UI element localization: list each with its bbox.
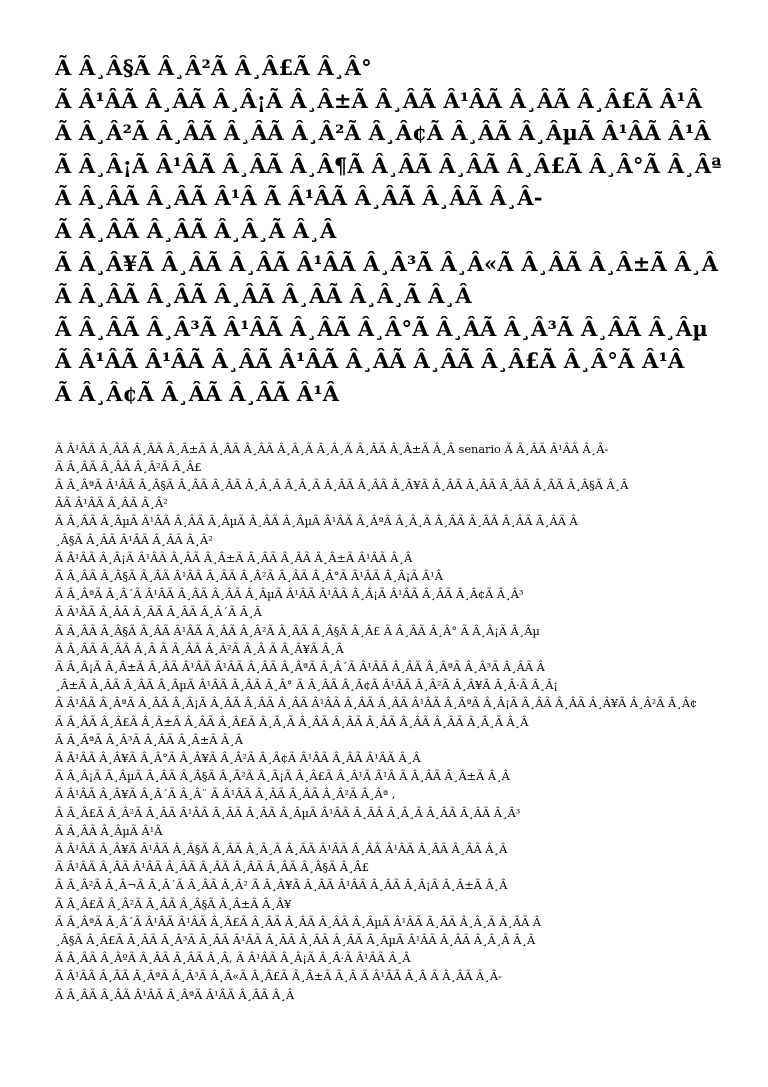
body-line: Ã Â¹ÂÃ Â¸ÂÃ Â¸ÂªÃ Â¸Â³Ã Â¸Â«Ã Â¸Â£Ã Â¸Â±Ã Â¸Â Ã Â¹ÂÃ Â¸Â Ã Â¸ÂÃ Â¸Â- [55,970,502,984]
body-line: Ã Â¸Â£Ã Â¸Â²Ã Â¸ÂÃ Â¹ÂÃ Â¸ÂÃ Â¸ÂÃ Â¸ÂµÃ Â¹ÂÃ Â¸ÂÃ Â¸Â¸Ã Â¸ÂÃ Â¸ÂÃ Â¸Â³ [55,806,521,820]
body-line: Ã Â¸ÂªÃ Â¸Â³Ã Â¸ÂÃ Â¸Â±Ã Â¸Â [55,733,243,747]
document-body [55,441,728,1005]
document-heading [55,52,728,411]
body-line: Ã Â¸Â²Ã Â¸Â¬Ã Â¸Â´Ã Â¸ÂÃ Â¸Â² Ã Â¸Â¥Ã Â¸ÂÃ Â¹ÂÃ Â¸ÂÃ Â¸Â¡Ã Â¸Â±Ã Â¸Â [55,879,508,893]
body-line: Ã Â¸Â£Ã Â¸Â²Ã Â¸ÂÃ Â¸Â§Ã Â¸Â±Ã Â¸Â¥ [55,897,292,911]
body-line: Ã Â¸ÂÃ Â¸ÂÃ Â¹ÂÃ Â¸ÂªÃ Â¹ÂÃ Â¸ÂÃ Â¸Â [55,988,295,1002]
body-line: Ã Â¸ÂªÃ Â¸Â´Ã Â¹ÂÃ Â¸ÂÃ Â¸ÂÃ Â¸ÂµÃ Â¹ÂÃ Â¹ÂÃ Â¸Â¡Ã Â¹ÂÃ Â¸ÂÃ Â¸Â¢Ã Â¸Â³ [55,588,524,602]
body-line: Ã Â¸ÂÃ Â¸ÂÃ Â¸Â Ã Â¸ÂÃ Â¸Â²Ã Â¸Â Ã Â¸Â¥Ã Â¸Â [55,642,344,656]
body-line: Ã Â¹ÂÃ Â¸Â¡Ã Â¹ÂÃ Â¸ÂÃ Â¸Â±Ã Â¸ÂÃ Â¸ÂÃ Â¸Â±Ã Â¹ÂÃ Â¸Â [55,551,413,565]
body-line: Ã Â¸ÂÃ Â¸ÂµÃ Â¹Â [55,824,163,838]
body-line: Ã Â¹ÂÃ Â¸Â¥Ã Â¸Â´Ã Â¸Â¨ Ã Â¹ÂÃ Â¸ÂÃ Â¸ÂÃ Â¸Â²Ã Â¸Âª , [55,788,396,802]
body-line: ÂÃ Â¹ÂÃ Â¸ÂÃ Â¸Â² [55,497,168,511]
heading-line: Ã Â¸Â¡Ã Â¹ÂÃ Â¸ÂÃ Â¸Â¶Ã Â¸ÂÃ Â¸ÂÃ Â¸Â£Ã Â¸Â°Ã Â¸Âª [55,152,722,178]
body-line: Ã Â¹ÂÃ Â¸ÂÃ Â¸ÂÃ Â¸Â±Ã Â¸ÂÃ Â¸ÂÃ Â¸Â¸Ã Â¸Â¸Ã Â¸ÂÃ Â¸Â±Ã Â¸Â senario Ã Â¸ÂÃ Â¹ÂÃ Â¸Â- [55,442,609,456]
body-line: ¸Â§Ã Â¸ÂÃ Â¹ÂÃ Â¸ÂÃ Â¸Â² [55,533,213,547]
heading-line: Ã Â¸ÂÃ Â¸ÂÃ Â¹Â Ã Â¹ÂÃ Â¸ÂÃ Â¸ÂÃ Â¸Â- [55,185,543,211]
heading-line: Ã Â¸Â¥Ã Â¸ÂÃ Â¸ÂÃ Â¹ÂÃ Â¸Â³Ã Â¸Â«Ã Â¸ÂÃ Â¸Â±Ã Â¸Â [55,250,719,276]
body-line: Ã Â¹ÂÃ Â¸Â¥Ã Â¸Â°Ã Â¸Â¥Ã Â¸Â²Ã Â¸Â¢Ã Â¹ÂÃ Â¸ÂÃ Â¹ÂÃ Â¸Â [55,751,421,765]
heading-line: Ã Â¸Â§Ã Â¸Â²Ã Â¸Â£Ã Â¸Â° [55,55,372,80]
body-line: Ã Â¸ÂÃ Â¸Â£Ã Â¸Â±Ã Â¸ÂÃ Â¸Â£Ã Â¸Â¸Ã Â¸ÂÃ Â¸ÂÃ Â¸ÂÃ Â¸ÂÃ Â¸ÂÃ Â¸Â¸Ã Â¸Â [55,715,529,729]
body-line: ¸Â§Ã Â¸Â£Ã Â¸ÂÃ Â¸Â³Ã Â¸ÂÃ Â¹ÂÃ Â¸ÂÃ Â¸ÂÃ Â¸ÂÃ Â¸ÂµÃ Â¹ÂÃ Â¸ÂÃ Â¸Â¸Ã Â¸Â [55,934,536,948]
body-line: ¸Â±Ã Â¸ÂÃ Â¸ÂÃ Â¸ÂµÃ Â¹ÂÃ Â¸ÂÃ Â¸Â° Ã Â¸ÂÃ Â¸Â¢Ã Â¹ÂÃ Â¸Â²Ã Â¸Â¥Ã Â¸Â·Ã Â¸Â¡ [55,679,558,693]
body-line: Ã Â¹ÂÃ Â¸ÂÃ Â¹ÂÃ Â¸ÂÃ Â¸ÂÃ Â¸ÂÃ Â¸ÂÃ Â¸Â§Ã Â¸Â£ [55,861,370,875]
body-line: Ã Â¸ÂÃ Â¸Â§Ã Â¸ÂÃ Â¹ÂÃ Â¸ÂÃ Â¸Â²Ã Â¸ÂÃ Â¸Â°Ã Â¹ÂÃ Â¸Â¡Ã Â¹Â [55,569,443,583]
body-line: Ã Â¹ÂÃ Â¸Â¥Ã Â¹ÂÃ Â¸Â§Ã Â¸ÂÃ Â¸Â¸Ã Â¸ÂÃ Â¹ÂÃ Â¸ÂÃ Â¹ÂÃ Â¸ÂÃ Â¸ÂÃ Â¸Â [55,843,508,856]
heading-line: Ã Â¹ÂÃ Â¸ÂÃ Â¸Â¡Ã Â¸Â±Ã Â¸ÂÃ Â¹ÂÃ Â¸ÂÃ Â¸Â£Ã Â¹Â [55,87,703,113]
heading-line: Ã Â¹ÂÃ Â¹ÂÃ Â¸ÂÃ Â¹ÂÃ Â¸ÂÃ Â¸ÂÃ Â¸Â£Ã Â¸Â°Ã Â¹Â [55,348,685,374]
heading-line: Ã Â¸ÂÃ Â¸ÂÃ Â¸Â¸Ã Â¸Â [55,217,337,243]
body-line: Ã Â¸ÂªÃ Â¹ÂÃ Â¸Â§Ã Â¸ÂÃ Â¸ÂÃ Â¸Â¸Ã Â¸Â¸Ã Â¸ÂÃ Â¸ÂÃ Â¸Â¥Ã Â¸ÂÃ Â¸ÂÃ Â¸ÂÃ Â¸ÂÃ Â¸Â§Ã Â¸Â [55,478,629,492]
body-line: Ã Â¹ÂÃ Â¸ÂªÃ Â¸ÂÃ Â¸Â¡Ã Â¸ÂÃ Â¸ÂÃ Â¸ÂÃ Â¹ÂÃ Â¸ÂÃ Â¸ÂÃ Â¹ÂÃ Â¸ÂªÃ Â¸Â¡Ã Â¸ÂÃ Â¸ÂÃ Â¸Â¥Ã Â¸Â²Ã Â¸Â¢ [55,697,698,711]
body-line: Ã Â¸ÂÃ Â¸Â§Ã Â¸ÂÃ Â¹ÂÃ Â¸ÂÃ Â¸Â²Ã Â¸ÂÃ Â¸Â§Ã Â¸Â£ Ã Â¸ÂÃ Â¸Â° Ã Â¸Â¡Ã Â¸Âµ [55,624,540,638]
body-line: Ã Â¸Â¡Ã Â¸ÂµÃ Â¸ÂÃ Â¸Â§Ã Â¸Â²Ã Â¸Â¡Ã Â¸Â£Ã Â¸Â¹Ã Â¹Â Ã Â¸ÂÃ Â¸Â±Ã Â¸Â [55,770,510,784]
body-line: Ã Â¸Â¡Ã Â¸Â±Ã Â¸ÂÃ Â¹ÂÃ Â¹ÂÃ Â¸ÂÃ Â¸ÂªÃ Â¸Â´Ã Â¹ÂÃ Â¸ÂÃ Â¸ÂªÃ Â¸Â³Ã Â¸ÂÃ Â [55,660,545,674]
body-line: Ã Â¸ÂÃ Â¸ÂºÃ Â¸ÂÃ Â¸ÂÃ Â¸Â, Ã Â¹ÂÃ Â¸Â¡Ã Â¸Â·Ã Â¹ÂÃ Â¸Â [55,952,411,966]
heading-line: Ã Â¸ÂÃ Â¸ÂÃ Â¸ÂÃ Â¸ÂÃ Â¸Â¸Ã Â¸Â [55,283,472,309]
heading-line: Ã Â¸Â²Ã Â¸ÂÃ Â¸ÂÃ Â¸Â²Ã Â¸Â¢Ã Â¸ÂÃ Â¸ÂµÃ Â¹ÂÃ Â¹Â [55,120,711,146]
body-line: Ã Â¸ÂÃ Â¸ÂµÃ Â¹ÂÃ Â¸ÂÃ Â¸ÂµÃ Â¸ÂÃ Â¸ÂµÃ Â¹ÂÃ Â¸ÂªÃ Â¸Â¸Ã Â¸ÂÃ Â¸ÂÃ Â¸ÂÃ Â¸ÂÃ Â [55,515,578,529]
heading-line: Ã Â¸Â¢Ã Â¸ÂÃ Â¸ÂÃ Â¹Â [55,380,340,406]
body-line: Ã Â¸ÂÃ Â¸ÂÃ Â¸Â²Ã Â¸Â£ [55,460,202,474]
heading-line: Ã Â¸ÂÃ Â¸Â³Ã Â¹ÂÃ Â¸ÂÃ Â¸Â°Ã Â¸ÂÃ Â¸Â³Ã Â¸ÂÃ Â¸Âµ [55,315,708,341]
body-line: Ã Â¹ÂÃ Â¸ÂÃ Â¸ÂÃ Â¸ÂÃ Â¸Â´Ã Â¸Â [55,606,262,620]
body-line: Ã Â¸ÂªÃ Â¸Â´Ã Â¹ÂÃ Â¹ÂÃ Â¸Â£Ã Â¸ÂÃ Â¸ÂÃ Â¸ÂÃ Â¸ÂµÃ Â¹ÂÃ Â¸ÂÃ Â¸Â¸Ã Â¸ÂÃ Â [55,915,542,929]
